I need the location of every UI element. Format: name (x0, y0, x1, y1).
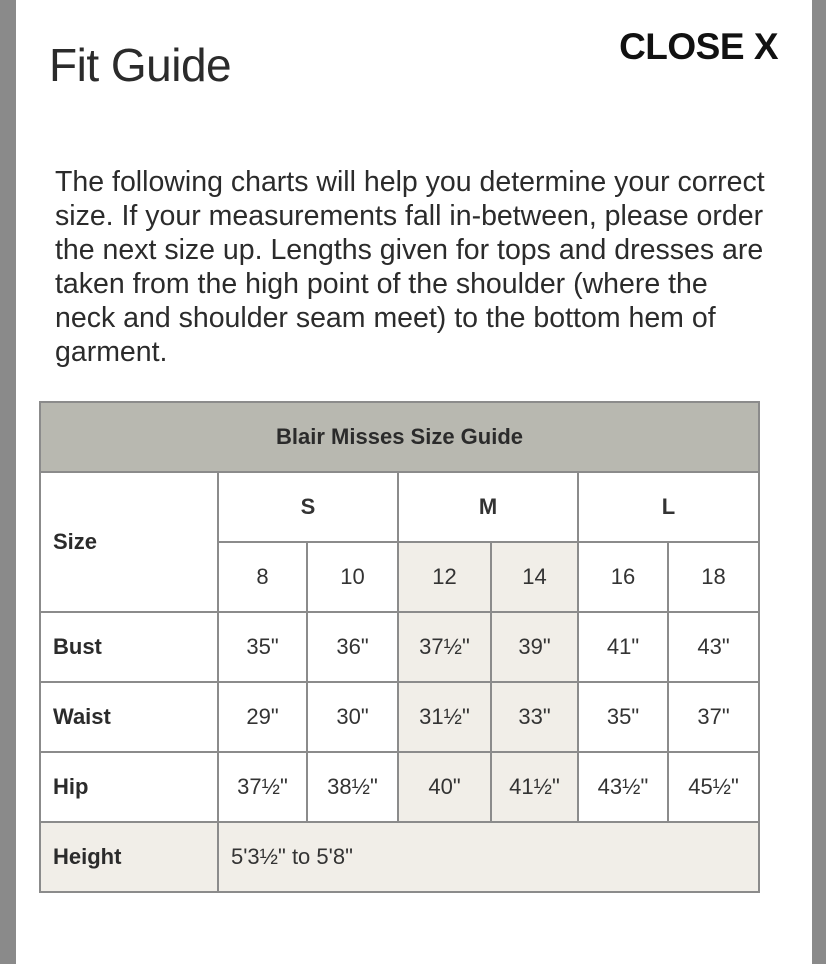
table-cell: 31½" (398, 682, 491, 752)
group-header: L (578, 472, 759, 542)
table-cell: 43" (668, 612, 759, 682)
size-label: Size (40, 472, 218, 612)
close-button[interactable]: CLOSE X (619, 26, 778, 67)
table-cell: 35" (218, 612, 307, 682)
page-title: Fit Guide (49, 39, 232, 91)
group-header: M (398, 472, 578, 542)
table-cell: 33" (491, 682, 578, 752)
row-label: Hip (40, 752, 218, 822)
table-cell: 40" (398, 752, 491, 822)
size-cell: 18 (668, 542, 759, 612)
table-cell: 37½" (398, 612, 491, 682)
size-cell: 8 (218, 542, 307, 612)
size-cell: 12 (398, 542, 491, 612)
table-cell: 41" (578, 612, 668, 682)
table-cell: 36" (307, 612, 398, 682)
height-range: 5'3½" to 5'8" (218, 822, 759, 892)
table-row (40, 822, 759, 892)
size-cell: 14 (491, 542, 578, 612)
group-header: S (218, 472, 398, 542)
table-row (40, 752, 759, 822)
size-cell: 10 (307, 542, 398, 612)
size-cell: 16 (578, 542, 668, 612)
row-label: Height (40, 822, 218, 892)
table-row (40, 612, 759, 682)
table-cell: 43½" (578, 752, 668, 822)
table-cell: 37½" (218, 752, 307, 822)
table-cell: 38½" (307, 752, 398, 822)
table-cell: 30" (307, 682, 398, 752)
table-cell: 45½" (668, 752, 759, 822)
intro-text: The following charts will help you determine your correct size. If your measurements fall in-between, please order the next size up. Lengths given for tops and dresses are taken from the high point of the shoulder (where the neck and shoulder seam meet) to the bottom hem of garment. (55, 166, 765, 368)
table-cell: 41½" (491, 752, 578, 822)
table-row (40, 682, 759, 752)
table-cell: 39" (491, 612, 578, 682)
row-label: Waist (40, 682, 218, 752)
table-cell: 37" (668, 682, 759, 752)
table-cell: 29" (218, 682, 307, 752)
row-label: Bust (40, 612, 218, 682)
table-caption: Blair Misses Size Guide (40, 402, 759, 472)
size-guide-table (39, 401, 760, 893)
table-cell: 35" (578, 682, 668, 752)
